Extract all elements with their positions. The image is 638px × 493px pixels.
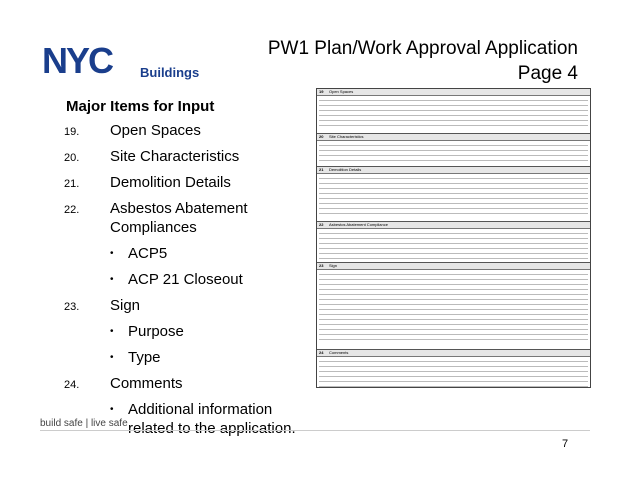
form-section-comments: 24 Comments bbox=[317, 350, 590, 388]
pw1-form-page-4-thumbnail bbox=[316, 88, 591, 388]
form-section-site-characteristics: 20 Site Characteristics bbox=[317, 134, 590, 167]
list-item bbox=[66, 173, 316, 192]
slide-title bbox=[200, 36, 578, 86]
list-item bbox=[66, 296, 316, 367]
bullet-icon: • bbox=[110, 248, 114, 259]
item-number: 19. bbox=[64, 126, 80, 138]
sub-item: • Purpose bbox=[110, 323, 184, 340]
footer-divider bbox=[40, 430, 590, 431]
svg-text:NYC: NYC bbox=[42, 40, 113, 81]
form-section-demolition-details: 21 Demolition Details bbox=[317, 167, 590, 222]
list-heading: Major Items for Input bbox=[66, 98, 215, 115]
item-number: 21. bbox=[64, 178, 80, 190]
item-label: Sign bbox=[110, 297, 141, 314]
list-item bbox=[66, 147, 316, 166]
sub-item: • ACP5 bbox=[110, 245, 168, 262]
item-label: Demolition Details bbox=[110, 174, 231, 191]
form-section-sign: 23 Sign bbox=[317, 263, 590, 350]
sub-item: • Additional information bbox=[110, 401, 273, 418]
bullet-icon: • bbox=[110, 404, 114, 415]
bullet-icon: • bbox=[110, 274, 114, 285]
footer-tagline: build safe | live safe bbox=[40, 418, 128, 429]
item-label: Comments bbox=[110, 375, 183, 392]
list-item bbox=[66, 121, 316, 140]
major-items-list bbox=[66, 98, 316, 445]
sub-item: • ACP 21 Closeout bbox=[110, 271, 243, 288]
item-label-continued: Compliances bbox=[110, 219, 197, 236]
item-number: 22. bbox=[64, 204, 80, 216]
sub-item: • Type bbox=[110, 349, 161, 366]
list-item bbox=[66, 199, 316, 289]
title-line-2: Page 4 bbox=[517, 63, 578, 84]
sub-item-continued: related to the application. bbox=[128, 420, 296, 437]
item-label: Asbestos Abatement bbox=[110, 200, 248, 217]
title-line-1: PW1 Plan/Work Approval Application bbox=[267, 38, 578, 59]
page-number: 7 bbox=[562, 438, 569, 450]
form-section-asbestos-abatement: 22 Asbestos Abatement Compliance bbox=[317, 222, 590, 263]
form-section-open-spaces: 19 Open Spaces bbox=[317, 89, 590, 134]
bullet-icon: • bbox=[110, 352, 114, 363]
item-label: Open Spaces bbox=[110, 122, 201, 139]
item-label: Site Characteristics bbox=[110, 148, 240, 165]
bullet-icon: • bbox=[110, 326, 114, 337]
svg-text:Buildings: Buildings bbox=[140, 65, 200, 80]
nyc-buildings-logo bbox=[40, 39, 210, 87]
item-number: 24. bbox=[64, 379, 80, 391]
item-number: 23. bbox=[64, 301, 80, 313]
item-number: 20. bbox=[64, 152, 80, 164]
